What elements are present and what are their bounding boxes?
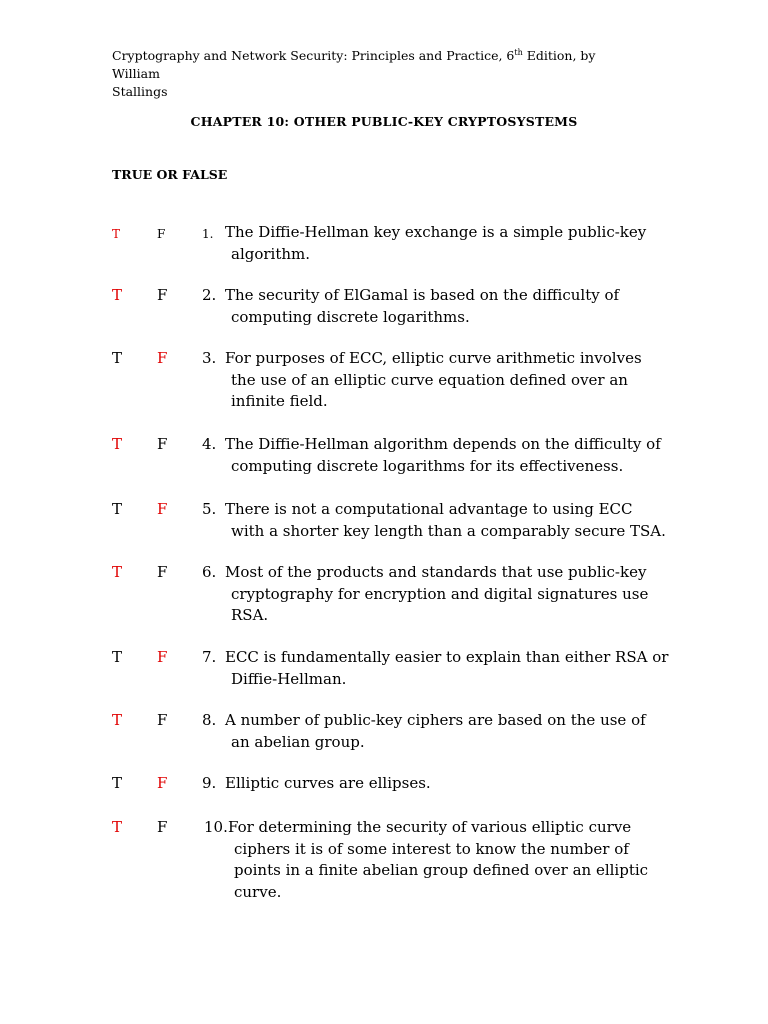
question-number: 5. [202,500,217,518]
question-text-line: There is not a computational advantage to using ECC [225,500,633,518]
question-text-line: For purposes of ECC, elliptic curve arithmetic involves [225,349,642,367]
header-edition-superscript: th [514,47,523,57]
question-number: 4. [202,435,217,453]
question-text-line: RSA. [231,606,269,624]
question-number: 1. [202,227,214,241]
question-text [225,773,665,795]
question-text [225,434,665,477]
header-title: Cryptography and Network Security: Principles and Practice, 6 [112,48,515,63]
question-text [225,562,665,627]
header-author: Stallings [112,84,168,99]
true-option[interactable]: T [112,435,123,453]
question-text-line: Diffie-Hellman. [231,669,347,688]
question-text [225,348,665,413]
question-text [225,222,665,265]
question-number: 9. [202,774,217,792]
true-option[interactable]: T [112,349,123,367]
question-number: 7. [202,648,217,666]
question-number: 3. [202,349,217,367]
header-title-cont: Edition, by William [112,48,596,81]
false-option[interactable]: F [157,349,168,367]
question-text-line: ciphers it is of some interest to know the number of [234,839,629,858]
question-text-line: infinite field. [231,392,328,410]
question-text [228,817,668,903]
false-option[interactable]: F [157,818,168,836]
true-option[interactable]: T [112,227,121,241]
question-text-line: cryptography for encryption and digital signatures use [231,584,649,603]
question-text-line: with a shorter key length than a comparably secure TSA. [231,521,666,540]
question-text-line: ECC is fundamentally easier to explain than either RSA or [225,648,669,666]
question-text [225,499,665,542]
question-text-line: Most of the products and standards that use public-key [225,563,647,581]
question-number: 2. [202,286,217,304]
question-number: 10. [204,818,228,836]
true-option[interactable]: T [112,500,123,518]
question-text-line: points in a finite abelian group defined over an elliptic [234,861,649,879]
chapter-title: CHAPTER 10: OTHER PUBLIC-KEY CRYPTOSYSTEMS [190,114,578,129]
false-option[interactable]: F [157,563,168,581]
true-option[interactable]: T [112,711,123,729]
question-text-line: computing discrete logarithms for its effectiveness. [231,456,624,475]
false-option[interactable]: F [157,648,168,666]
question-text [225,285,665,328]
false-option[interactable]: F [157,711,168,729]
true-option[interactable]: T [112,818,123,836]
question-text-line: curve. [234,882,282,901]
section-title: TRUE OR FALSE [112,167,228,182]
false-option[interactable]: F [157,774,168,792]
true-option[interactable]: T [112,563,123,581]
question-text-line: algorithm. [231,244,311,263]
question-text [225,710,665,753]
question-text-line: The Diffie-Hellman algorithm depends on the difficulty of [225,435,661,453]
question-text-line: A number of public-key ciphers are based on the use of [225,711,646,729]
question-text-line: Elliptic curves are ellipses. [225,774,431,792]
document-header [112,47,642,101]
true-option[interactable]: T [112,286,123,304]
question-text-line: computing discrete logarithms. [231,307,470,326]
question-text-line: The Diffie-Hellman key exchange is a simple public-key [225,223,647,241]
question-text-line: For determining the security of various elliptic curve [228,818,632,836]
question-text-line: an abelian group. [231,732,365,751]
false-option[interactable]: F [157,227,166,241]
false-option[interactable]: F [157,500,168,518]
true-option[interactable]: T [112,774,123,792]
question-text [225,647,669,690]
question-text-line: The security of ElGamal is based on the difficulty of [225,286,620,304]
question-number: 6. [202,563,217,581]
question-number: 8. [202,711,217,729]
false-option[interactable]: F [157,286,168,304]
question-text-line: the use of an elliptic curve equation defined over an [231,370,628,389]
true-option[interactable]: T [112,648,123,666]
false-option[interactable]: F [157,435,168,453]
